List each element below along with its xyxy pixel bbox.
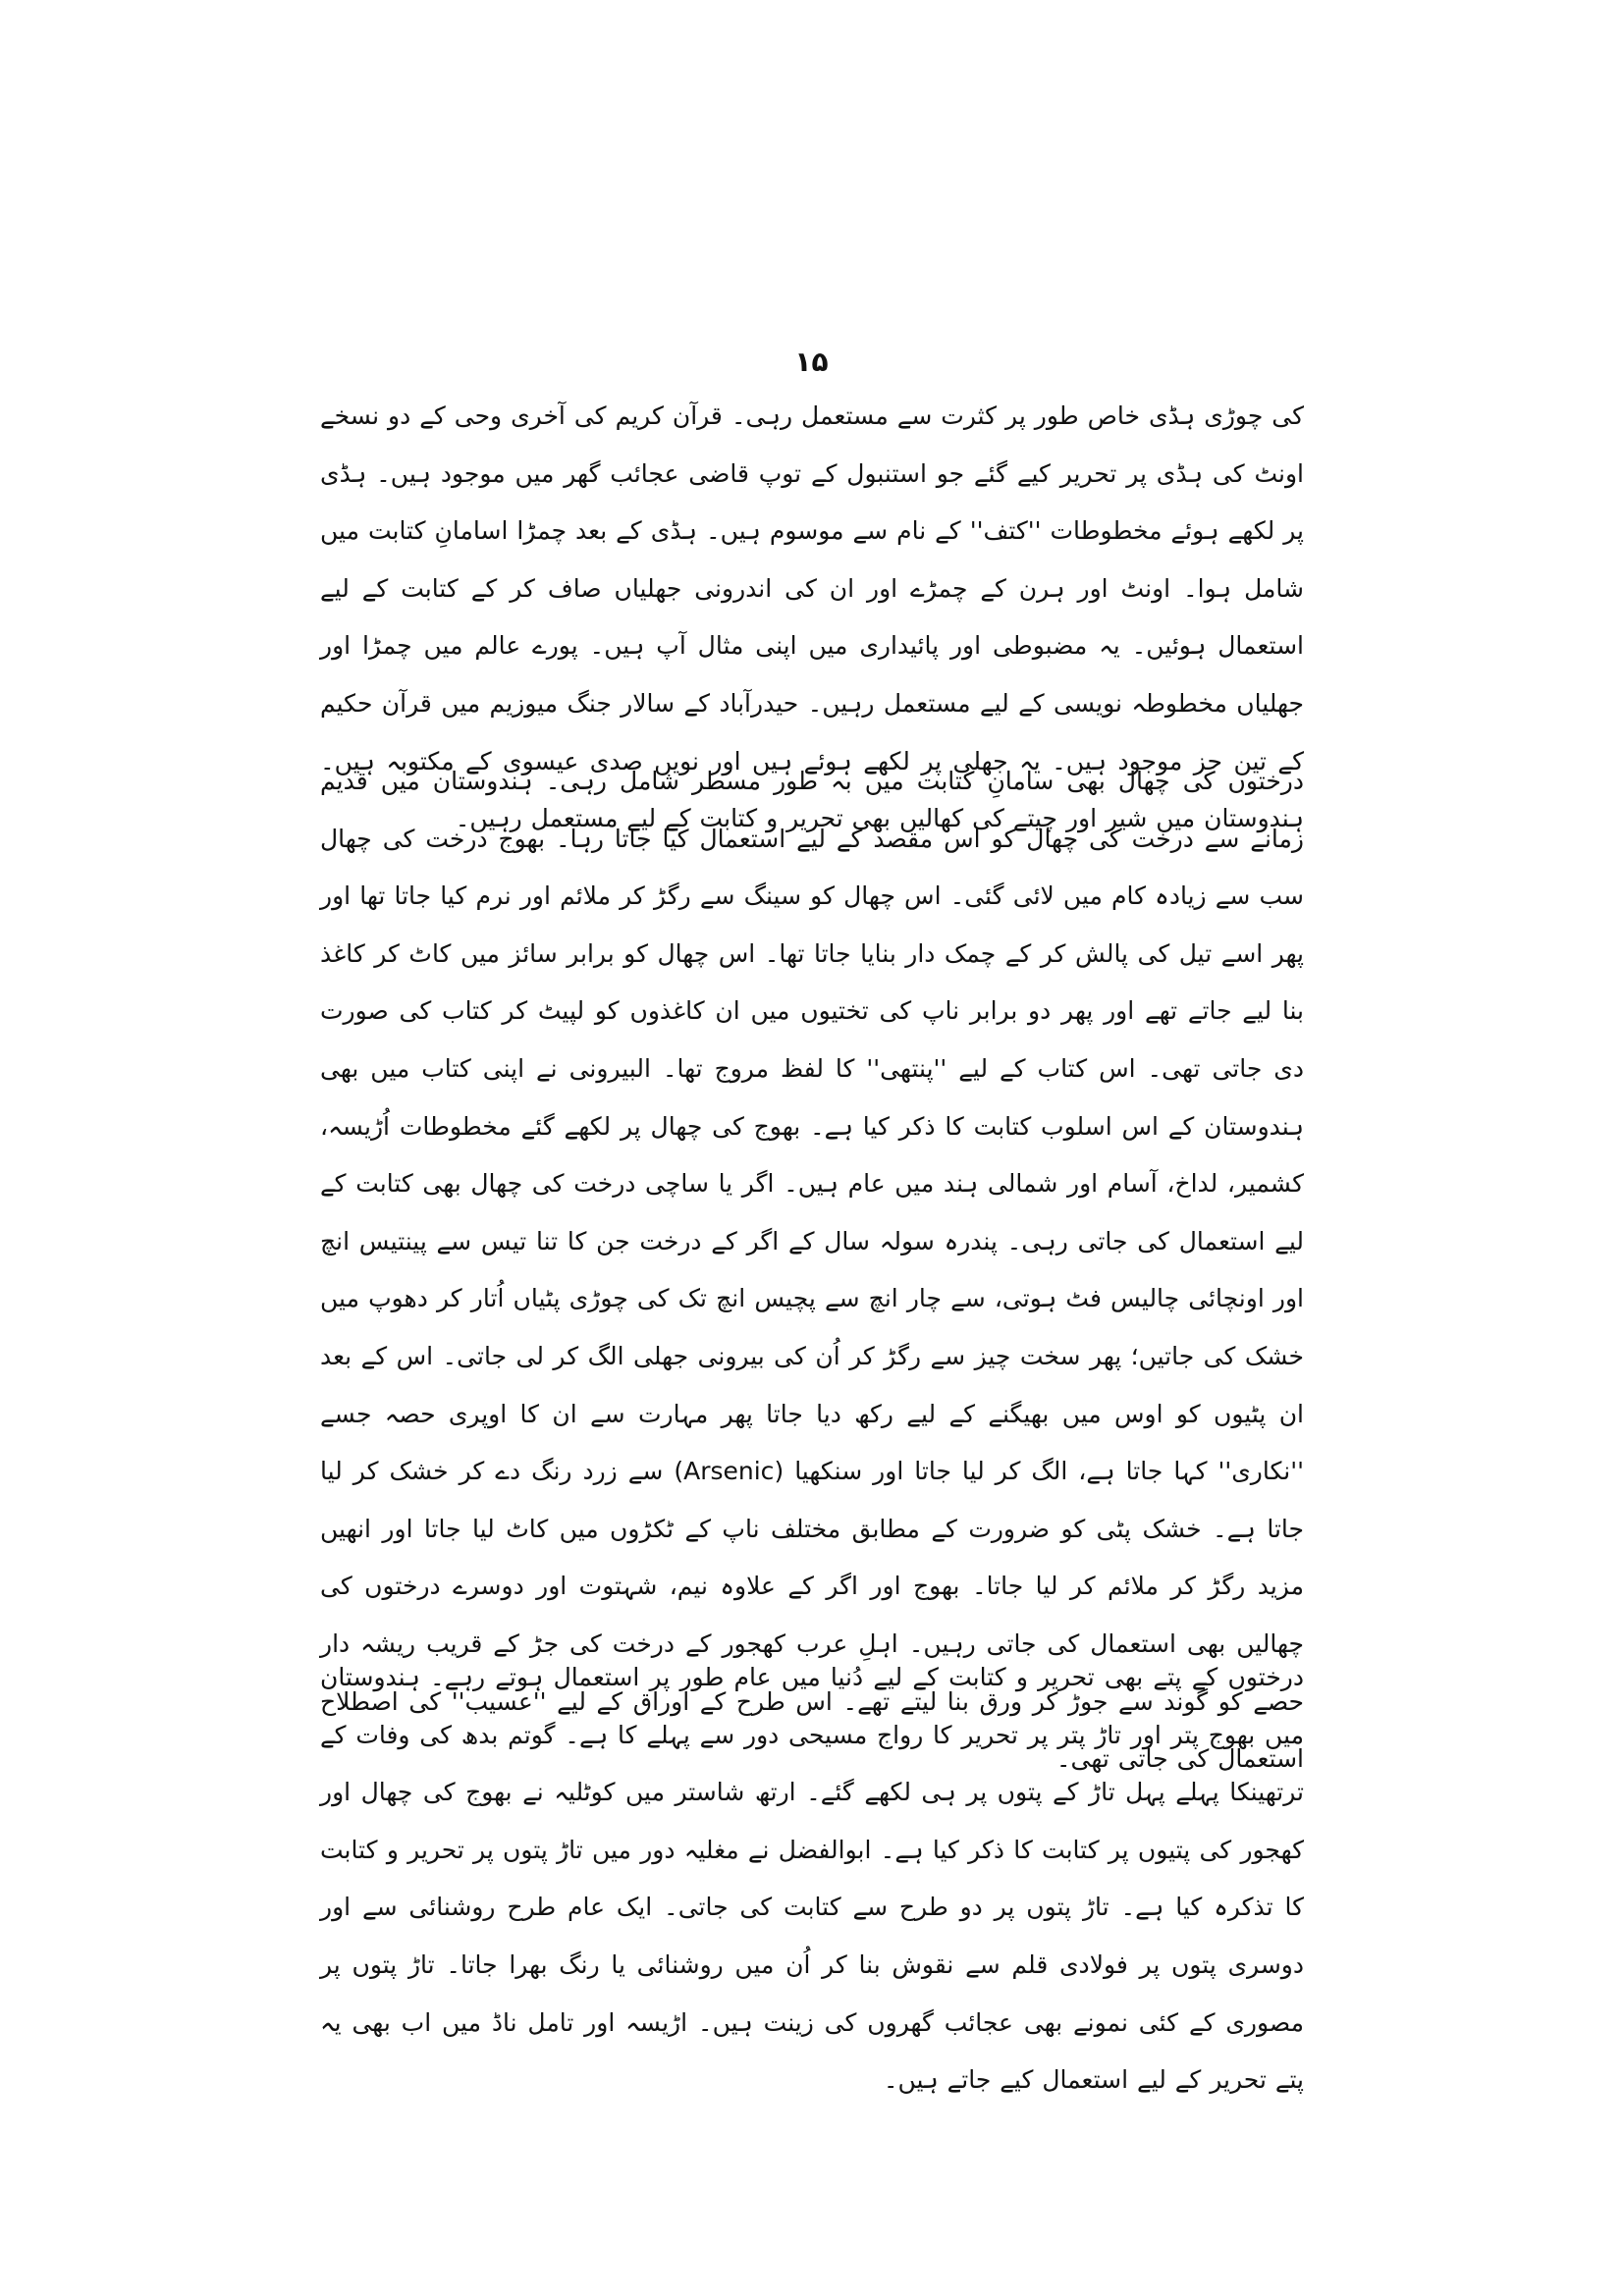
paragraph-tree-leaves <box>320 1649 1304 2109</box>
page-number: ۱۵ <box>794 346 829 378</box>
paragraph-tree-bark <box>320 753 1304 1789</box>
paragraph-text: درختوں کی چھال بھی سامانِ کتابت میں بہ طور مسطر شامل رہی۔ ہندوستان میں قدیم زمانے سے درخت کی چھال کو اس مقصد کے لیے استعمال کیا جاتا رہا۔ بھوج درخت کی چھال سب سے زیادہ کام میں لائی گئی۔ اس چھال کو سینگ سے رگڑ کر ملائم اور نرم کیا جاتا تھا اور پھر اسے تیل کی پالش کر کے چمک دار بنایا جاتا تھا۔ اس چھال کو برابر سائز میں کاٹ کر کاغذ بنا لیے جاتے تھے اور پھر دو برابر ناپ کی تختیوں میں ان کاغذوں کو لپیٹ کر کتاب کی صورت دی جاتی تھی۔ اس کتاب کے لیے ''پنتھی'' کا لفظ مروج تھا۔ البیرونی نے اپنی کتاب میں بھی ہندوستان کے اس اسلوب کتابت کا ذکر کیا ہے۔ بھوج کی چھال پر لکھے گئے مخطوطات اُڑیسہ، کشمیر، لداخ، آسام اور شمالی ہند میں عام ہیں۔ اگر یا ساچی درخت کی چھال بھی کتابت کے لیے استعمال کی جاتی رہی۔ پندرہ سولہ سال کے اگر کے درخت جن کا تنا تیس سے پینتیس انچ اور اونچائی چالیس فٹ ہوتی، سے چار انچ سے پچیس انچ تک کی چوڑی پٹیاں اُتار کر دھوپ میں خشک کی جاتیں؛ پھر سخت چیز سے رگڑ کر اُن کی بیرونی جھلی الگ کر لی جاتی۔ اس کے بعد ان پٹیوں کو اوس میں بھیگنے کے لیے رکھ دیا جاتا پھر مہارت سے ان کا اوپری حصہ جسے ''نکاری'' کہا جاتا ہے، الگ کر لیا جاتا اور سنکھیا (Arsenic) سے زرد رنگ دے کر خشک کر لیا جاتا ہے۔ خشک پٹی کو ضرورت کے مطابق مختلف ناپ کے ٹکڑوں میں کاٹ لیا جاتا اور انھیں مزید رگڑ کر ملائم کر لیا جاتا۔ بھوج اور اگر کے علاوہ نیم، شہتوت اور دوسرے درختوں کی چھالیں بھی استعمال کی جاتی رہیں۔ اہلِ عرب کھجور کے درخت کی جڑ کے قریب ریشہ دار حصے کو گوند سے جوڑ کر ورق بنا لیتے تھے۔ اس طرح کے اوراق کے لیے ''عسیب'' کی اصطلاح استعمال کی جاتی تھی۔ <box>320 767 1304 1774</box>
paragraph-text: درختوں کے پتے بھی تحریر و کتابت کے لیے دُنیا میں عام طور پر استعمال ہوتے رہے۔ ہندوستان میں بھوج پتر اور تاڑ پتر پر تحریر کا رواج مسیحی دور سے پہلے کا ہے۔ گوتم بدھ کی وفات کے ترتھینکا پہلے پہل تاڑ کے پتوں پر ہی لکھے گئے۔ ارتھ شاستر میں کوٹلیہ نے بھوج کی چھال اور کھجور کی پتیوں پر کتابت کا ذکر کیا ہے۔ ابوالفضل نے مغلیہ دور میں تاڑ پتوں پر تحریر و کتابت کا تذکرہ کیا ہے۔ تاڑ پتوں پر دو طرح سے کتابت کی جاتی۔ ایک عام طرح روشنائی سے اور دوسری پتوں پر فولادی قلم سے نقوش بنا کر اُن میں روشنائی یا رنگ بھرا جاتا۔ تاڑ پتوں پر مصوری کے کئی نمونے بھی عجائب گھروں کی زینت ہیں۔ اڑیسہ اور تامل ناڈ میں اب بھی یہ پتے تحریر کے لیے استعمال کیے جاتے ہیں۔ <box>320 1663 1304 2095</box>
paragraph-text: کی چوڑی ہڈی خاص طور پر کثرت سے مستعمل رہی۔ قرآن کریم کی آخری وحی کے دو نسخے اونٹ کی ہڈی پر تحریر کیے گئے جو استنبول کے توپ قاضی عجائب گھر میں موجود ہیں۔ ہڈی پر لکھے ہوئے مخطوطات ''کتف'' کے نام سے موسوم ہیں۔ ہڈی کے بعد چمڑا اسامانِ کتابت میں شامل ہوا۔ اونٹ اور ہرن کے چمڑے اور ان کی اندرونی جھلیاں صاف کر کے کتابت کے لیے استعمال ہوئیں۔ یہ مضبوطی اور پائیداری میں اپنی مثال آپ ہیں۔ پورے عالم میں چمڑا اور جھلیاں مخطوطہ نویسی کے لیے مستعمل رہیں۔ حیدرآباد کے سالار جنگ میوزیم میں قرآن حکیم کے تین جز موجود ہیں۔ یہ جھلی پر لکھے ہوئے ہیں اور نویں صدی عیسوی کے مکتوبہ ہیں۔ ہندوستان میں شیر اور چیتے کی کھالیں بھی تحریر و کتابت کے لیے مستعمل رہیں۔ <box>320 401 1304 833</box>
